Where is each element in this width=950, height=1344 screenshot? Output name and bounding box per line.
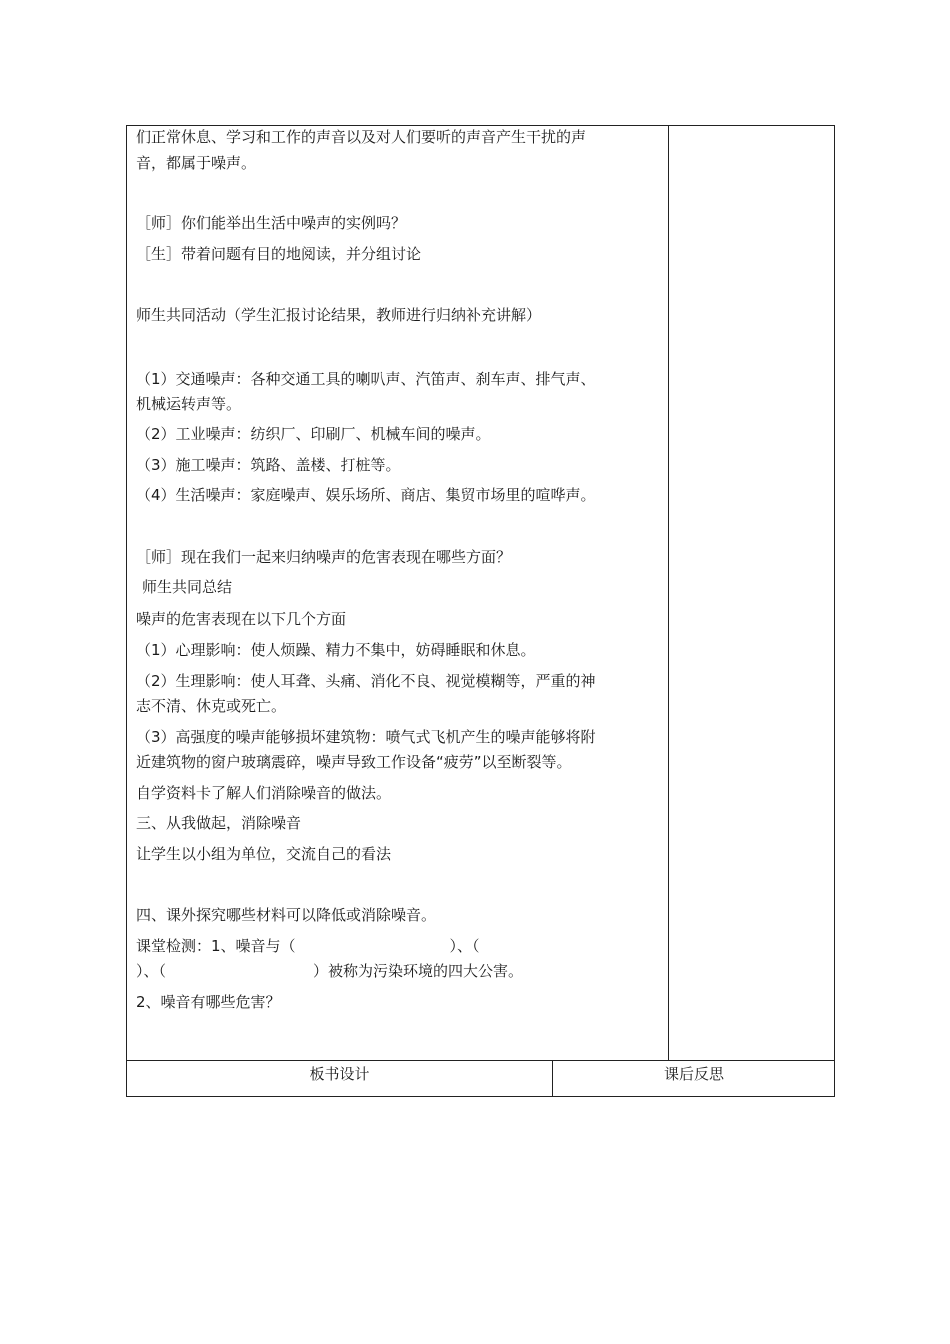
teacher-question: ［师］现在我们一起来归纳噪声的危害表现在哪些方面？ — [136, 548, 512, 566]
text-line: 音，都属于噪声。 — [136, 154, 257, 172]
student-activity: ［生］带着问题有目的地阅读，并分组讨论 — [136, 245, 422, 263]
list-item: （2）工业噪声：纺织厂、印刷厂、机械车间的噪声。 — [136, 425, 491, 443]
quiz-line-1 — [136, 936, 480, 956]
text-line: 噪声的危害表现在以下几个方面 — [136, 610, 347, 628]
teacher-question: ［师］你们能举出生活中噪声的实例吗？ — [136, 214, 407, 232]
quiz-line-2 — [136, 961, 523, 981]
joint-summary: 师生共同总结 — [142, 578, 233, 596]
list-item: 近建筑物的窗户玻璃震碎，噪声导致工作设备“疲劳”以至断裂等。 — [136, 753, 572, 771]
text-line: 们正常休息、学习和工作的声音以及对人们要听的声音产生干扰的声 — [136, 128, 587, 146]
quiz-line-3: 2、噪音有哪些危害？ — [136, 993, 281, 1011]
list-item: （2）生理影响：使人耳聋、头痛、消化不良、视觉模糊等，严重的神 — [136, 672, 596, 690]
list-item: 机械运转声等。 — [136, 395, 242, 413]
text-line: 让学生以小组为单位，交流自己的看法 — [136, 845, 392, 863]
quiz-text: ）、（ — [136, 962, 167, 980]
quiz-text: ）被称为污染环境的四大公害。 — [313, 962, 524, 980]
quiz-text: 课堂检测：1、噪音与（ — [136, 937, 296, 955]
list-item: （3）施工噪声：筑路、盖楼、打桩等。 — [136, 456, 401, 474]
joint-activity: 师生共同活动（学生汇报讨论结果，教师进行归纳补充讲解） — [136, 306, 542, 324]
list-item: （1）心理影响：使人烦躁、精力不集中，妨碍睡眠和休息。 — [136, 641, 536, 659]
quiz-text: ）、（ — [449, 937, 480, 955]
section-heading: 三、从我做起，消除噪音 — [136, 814, 302, 832]
list-item: （3）高强度的噪声能够损坏建筑物：喷气式飞机产生的噪声能够将附 — [136, 728, 596, 746]
list-item: （4）生活噪声：家庭噪声、娱乐场所、商店、集贸市场里的喧哗声。 — [136, 486, 596, 504]
list-item: 志不清、休克或死亡。 — [136, 697, 287, 715]
after-class-reflection-cell: 课后反思 — [663, 1065, 724, 1083]
text-line: 自学资料卡了解人们消除噪音的做法。 — [136, 784, 392, 802]
section-heading: 四、课外探究哪些材料可以降低或消除噪音。 — [136, 906, 437, 924]
list-item: （1）交通噪声：各种交通工具的喇叭声、汽笛声、刹车声、排气声、 — [136, 370, 596, 388]
board-design-cell: 板书设计 — [309, 1065, 370, 1083]
table-divider-vertical — [668, 126, 669, 1061]
